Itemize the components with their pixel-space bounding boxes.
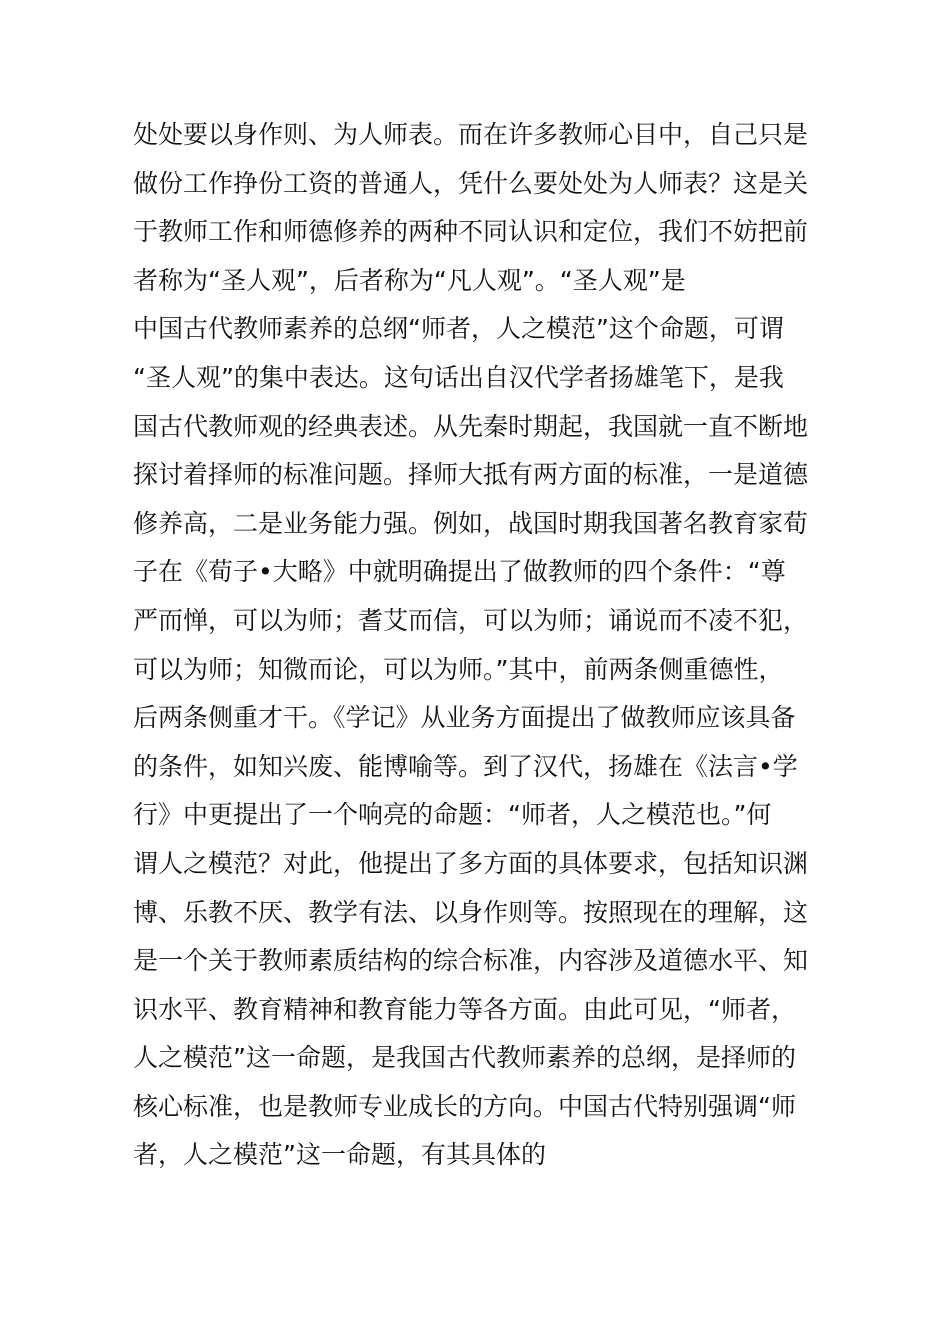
text-line: 者，人之模范”这一命题，有其具体的 bbox=[133, 1140, 546, 1170]
text-line: 谓人之模范？对此，他提出了多方面的具体要求，包括知识渊 bbox=[133, 848, 809, 878]
text-line: “圣人观”的集中表达。这句话出自汉代学者扬雄笔下，是我 bbox=[133, 362, 784, 392]
text-line: 行》中更提出了一个响亮的命题：“师者，人之模范也。”何 bbox=[133, 800, 772, 830]
text-line: 识水平、教育精神和教育能力等各方面。由此可见，“师者， bbox=[133, 994, 796, 1024]
text-line: 严而惮，可以为师；耆艾而信，可以为师；诵说而不凌不犯， bbox=[133, 605, 809, 635]
text-line: 核心标准，也是教师专业成长的方向。中国古代特别强调“师 bbox=[133, 1091, 796, 1121]
text-line: 博、乐教不厌、教学有法、以身作则等。按照现在的理解，这 bbox=[133, 897, 809, 927]
body-text bbox=[133, 111, 833, 1180]
text-line: 者称为“圣人观”，后者称为“凡人观”。“圣人观”是 bbox=[133, 265, 686, 295]
text-line: 是一个关于教师素质结构的综合标准，内容涉及道德水平、知 bbox=[133, 946, 809, 976]
text-line: 中国古代教师素养的总纲“师者，人之模范”这个命题，可谓 bbox=[133, 314, 784, 344]
text-line: 做份工作挣份工资的普通人，凭什么要处处为人师表？这是关 bbox=[133, 168, 809, 198]
text-line: 国古代教师观的经典表述。从先秦时期起，我国就一直不断地 bbox=[133, 411, 809, 441]
text-line: 探讨着择师的标准问题。择师大抵有两方面的标准，一是道德 bbox=[133, 460, 809, 490]
text-line: 子在《荀子•大略》中就明确提出了做教师的四个条件：“尊 bbox=[133, 557, 786, 587]
text-line: 处处要以身作则、为人师表。而在许多教师心目中，自己只是 bbox=[133, 120, 809, 149]
text-line: 人之模范”这一命题，是我国古代教师素养的总纲，是择师的 bbox=[133, 1043, 796, 1073]
text-line: 后两条侧重才干。《学记》从业务方面提出了做教师应该具备 bbox=[133, 703, 796, 733]
text-line: 于教师工作和师德修养的两种不同认识和定位，我们不妨把前 bbox=[133, 217, 809, 247]
text-line: 可以为师；知微而论，可以为师。”其中，前两条侧重德性， bbox=[133, 654, 784, 684]
text-line: 的条件，如知兴废、能博喻等。到了汉代，扬雄在《法言•学 bbox=[133, 751, 798, 781]
text-line: 修养高，二是业务能力强。例如，战国时期我国著名教育家荀 bbox=[133, 508, 809, 538]
